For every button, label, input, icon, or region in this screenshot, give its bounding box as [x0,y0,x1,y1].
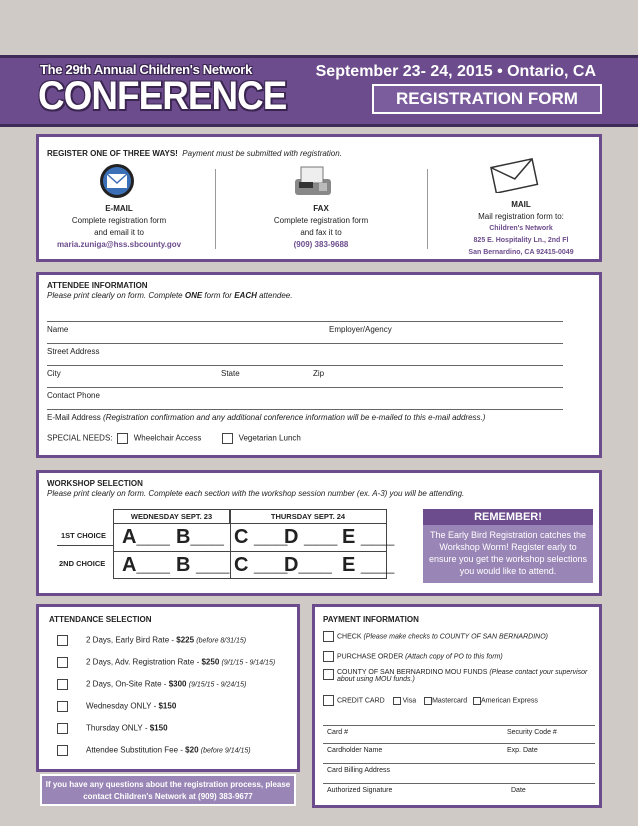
remember-box [423,509,593,583]
visa-checkbox[interactable] [393,697,401,705]
state-label: State [221,369,240,378]
mastercard-checkbox[interactable] [424,697,432,705]
attendance-option: Thursday ONLY - $150 [57,723,168,734]
name-label: Name [47,325,69,334]
divider [230,510,231,578]
po-checkbox[interactable] [323,651,334,662]
credit-option: CREDIT CARD Visa Mastercard American Express [323,695,538,706]
amex-checkbox[interactable] [473,697,481,705]
conference-title: CONFERENCE [38,74,287,118]
choice-b-2[interactable]: B ___ [176,554,230,576]
attendee-instruction: Please print clearly on form. Complete ONE form for EACH attendee. [47,291,293,300]
fax-line2: and fax it to [300,228,342,237]
choice-d-2[interactable]: D___ [284,554,332,576]
conference-date: September 23- 24, 2015 • Ontario, CA [315,63,596,80]
vegetarian-checkbox[interactable] [222,433,233,444]
fax-number: (909) 383-9688 [293,240,349,249]
mail-city: San Bernardino, CA 92415-0049 [468,249,574,256]
check-checkbox[interactable] [323,631,334,642]
wheelchair-label: Wheelchair Access [133,433,202,443]
date-label: Date [511,787,526,794]
choice-a-2[interactable]: A___ [122,554,170,576]
attendance-panel [36,604,300,772]
card-label: Card # [327,729,349,736]
option-checkbox[interactable] [57,635,68,646]
divider [57,545,113,546]
city-label: City [47,369,61,378]
card-line[interactable] [323,725,595,726]
phone-label: Contact Phone [47,391,100,400]
remember-text: The Early Bird Registration catches the Workshop Worm! Register early to ensure you get the workshop selections you would like to attend. [428,530,588,576]
workshop-instruction: Please print clearly on form. Complete each section with the workshop session number (ex. A-3) you will be attending. [47,489,465,498]
email-option [49,203,189,251]
attendee-heading: ATTENDEE INFORMATION [47,281,148,290]
remember-title: REMEMBER! [423,509,593,525]
fax-option [251,203,391,251]
form-title: REGISTRATION FORM [372,84,602,114]
choice-d-1[interactable]: D ___ [284,526,338,548]
option-checkbox[interactable] [57,657,68,668]
choice-c-2[interactable]: C ___ [234,554,288,576]
po-option: PURCHASE ORDER (Attach copy of PO to this form) [323,651,503,662]
billing-label: Card Billing Address [327,767,391,774]
second-choice-label: 2ND CHOICE [59,559,106,568]
email-address[interactable]: maria.zuniga@hss.sbcounty.gov [56,240,182,249]
register-note: Payment must be submitted with registration. [182,149,342,158]
mail-line1: Mail registration form to: [478,212,564,221]
credit-checkbox[interactable] [323,695,334,706]
attendance-heading: ATTENDANCE SELECTION [49,615,152,624]
billing-line[interactable] [323,763,595,764]
wheelchair-checkbox[interactable] [117,433,128,444]
email-line[interactable] [47,409,563,410]
attendance-option: Wednesday ONLY - $150 [57,701,176,712]
choice-e-1[interactable]: E ___ [342,526,395,548]
workshop-panel [36,470,602,596]
mail-option [441,199,601,259]
wednesday-header: WEDNESDAY SEPT. 23 [114,510,230,524]
city-line[interactable] [47,365,563,366]
attendee-panel [36,272,602,458]
option-checkbox[interactable] [57,745,68,756]
payment-heading: PAYMENT INFORMATION [323,615,419,624]
employer-label: Employer/Agency [329,325,392,334]
option-checkbox[interactable] [57,701,68,712]
zip-label: Zip [313,369,325,378]
security-label: Security Code # [507,729,557,736]
question-box: If you have any questions about the registration process, please contact Children's Network at (909) 383-9677 [40,774,296,806]
divider [215,169,216,249]
workshop-table [113,509,395,579]
register-heading-line [47,143,342,161]
workshop-heading: WORKSHOP SELECTION [47,479,143,488]
holder-line[interactable] [323,743,595,744]
mou-checkbox[interactable] [323,669,334,680]
street-line[interactable] [47,343,563,344]
first-choice-label: 1ST CHOICE [61,531,107,540]
attendance-option: 2 Days, Early Bird Rate - $225 (before 8/31/15) [57,635,246,646]
conference-subtitle: The 29th Annual Children's Network [40,62,252,77]
attendance-option: 2 Days, Adv. Registration Rate - $250 (9/1/15 - 9/14/15) [57,657,275,668]
option-checkbox[interactable] [57,723,68,734]
divider [427,169,428,249]
mou-option: COUNTY OF SAN BERNARDINO MOU FUNDS (Please contact your supervisor about using MOU funds.) [323,669,593,683]
choice-e-2[interactable]: E ___ [342,554,395,576]
choice-a-1[interactable]: A___ [122,526,170,548]
phone-line[interactable] [47,387,563,388]
choice-b-1[interactable]: B___ [176,526,224,548]
email-icon [99,163,135,199]
choice-c-1[interactable]: C ___ [234,526,288,548]
check-option: CHECK (Please make checks to COUNTY OF SAN BERNARDINO) [323,631,548,642]
register-panel [36,134,602,262]
special-needs-label: SPECIAL NEEDS: [47,433,113,443]
email-line1: Complete registration form [71,216,167,225]
street-label: Street Address [47,347,100,356]
attendance-option: 2 Days, On-Site Rate - $300 (9/15/15 - 9/24/15) [57,679,246,690]
thursday-header: THURSDAY SEPT. 24 [230,510,386,524]
fax-icon [291,165,335,199]
holder-label: Cardholder Name [327,747,383,754]
email-field-label: E-Mail Address (Registration confirmation and any additional conference information will be e-mailed to this e-mail address.) [47,413,486,422]
signature-label: Authorized Signature [327,787,393,794]
signature-line[interactable] [323,783,595,784]
vegetarian-label: Vegetarian Lunch [238,433,301,443]
attendance-option: Attendee Substitution Fee - $20 (before 9/14/15) [57,745,251,756]
register-heading: REGISTER ONE OF THREE WAYS! [47,149,178,158]
mail-org: Children's Network [489,225,553,232]
mail-street: 825 E. Hospitality Ln., 2nd Fl [473,237,569,244]
email-label: E-MAIL [105,204,133,213]
divider [114,551,386,552]
special-needs-row [47,433,301,444]
payment-panel [312,604,602,808]
name-line[interactable] [47,321,563,322]
fax-line1: Complete registration form [273,216,369,225]
email-line2: and email it to [94,228,144,237]
exp-label: Exp. Date [507,747,538,754]
option-checkbox[interactable] [57,679,68,690]
fax-label: FAX [313,204,329,213]
mail-icon [489,157,539,193]
mail-label: MAIL [511,200,531,209]
